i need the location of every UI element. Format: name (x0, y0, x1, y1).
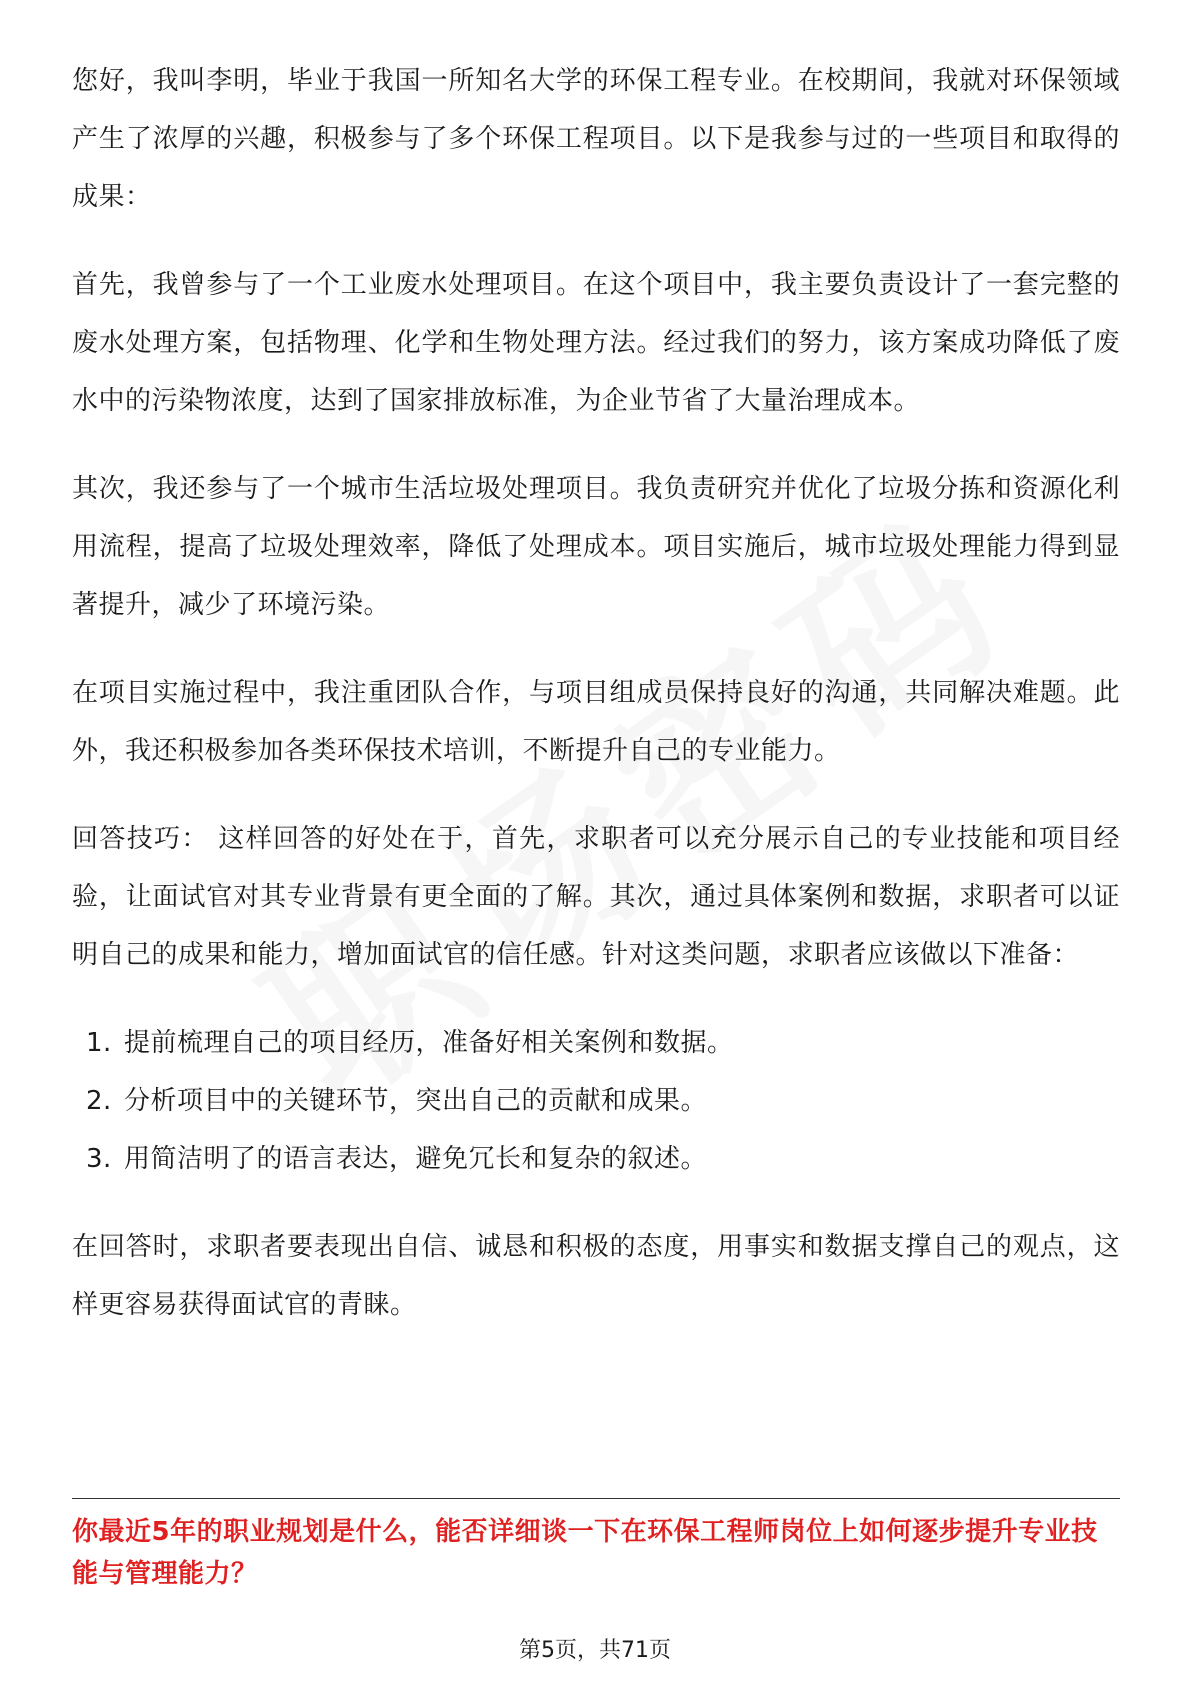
page-content (72, 52, 1120, 1364)
closing-paragraph: 在回答时，求职者要表现出自信、诚恳和积极的态度，用事实和数据支撑自己的观点，这样更容易获得面试官的青睐。 (72, 1232, 1120, 1320)
list-item (86, 1014, 1120, 1072)
preparation-list (72, 1014, 1120, 1188)
project-garbage-paragraph: 其次，我还参与了一个城市生活垃圾处理项目。我负责研究并优化了垃圾分拣和资源化利用流程，提高了垃圾处理效率，降低了处理成本。项目实施后，城市垃圾处理能力得到显著提升，减少了环境污染。 (72, 474, 1120, 620)
list-item-number: 1. (86, 1028, 112, 1058)
next-question-heading: 你最近5年的职业规划是什么，能否详细谈一下在环保工程师岗位上如何逐步提升专业技能与管理能力？ (72, 1517, 1098, 1589)
answer-tips-paragraph: 回答技巧： 这样回答的好处在于，首先，求职者可以充分展示自己的专业技能和项目经验，让面试官对其专业背景有更全面的了解。其次，通过具体案例和数据，求职者可以证明自己的成果和能力，增加面试官的信任感。针对这类问题，求职者应该做以下准备： (72, 824, 1120, 970)
list-item-text: 用简洁明了的语言表达，避免冗长和复杂的叙述。 (124, 1144, 708, 1174)
list-item (86, 1072, 1120, 1130)
teamwork-paragraph: 在项目实施过程中，我注重团队合作，与项目组成员保持良好的沟通，共同解决难题。此外，我还积极参加各类环保技术培训，不断提升自己的专业能力。 (72, 678, 1120, 766)
list-item-number: 3. (86, 1144, 112, 1174)
list-item-number: 2. (86, 1086, 112, 1116)
list-item (86, 1130, 1120, 1188)
project-wastewater-paragraph: 首先，我曾参与了一个工业废水处理项目。在这个项目中，我主要负责设计了一套完整的废水处理方案，包括物理、化学和生物处理方法。经过我们的努力，该方案成功降低了废水中的污染物浓度，达到了国家排放标准，为企业节省了大量治理成本。 (72, 270, 1120, 416)
list-item-text: 提前梳理自己的项目经历，准备好相关案例和数据。 (124, 1028, 734, 1058)
section-divider (72, 1498, 1120, 1499)
list-item-text: 分析项目中的关键环节，突出自己的贡献和成果。 (124, 1086, 708, 1116)
page-number: 第5页，共71页 (519, 1638, 671, 1663)
intro-paragraph: 您好，我叫李明，毕业于我国一所知名大学的环保工程专业。在校期间，我就对环保领域产生了浓厚的兴趣，积极参与了多个环保工程项目。以下是我参与过的一些项目和取得的成果： (72, 66, 1120, 212)
